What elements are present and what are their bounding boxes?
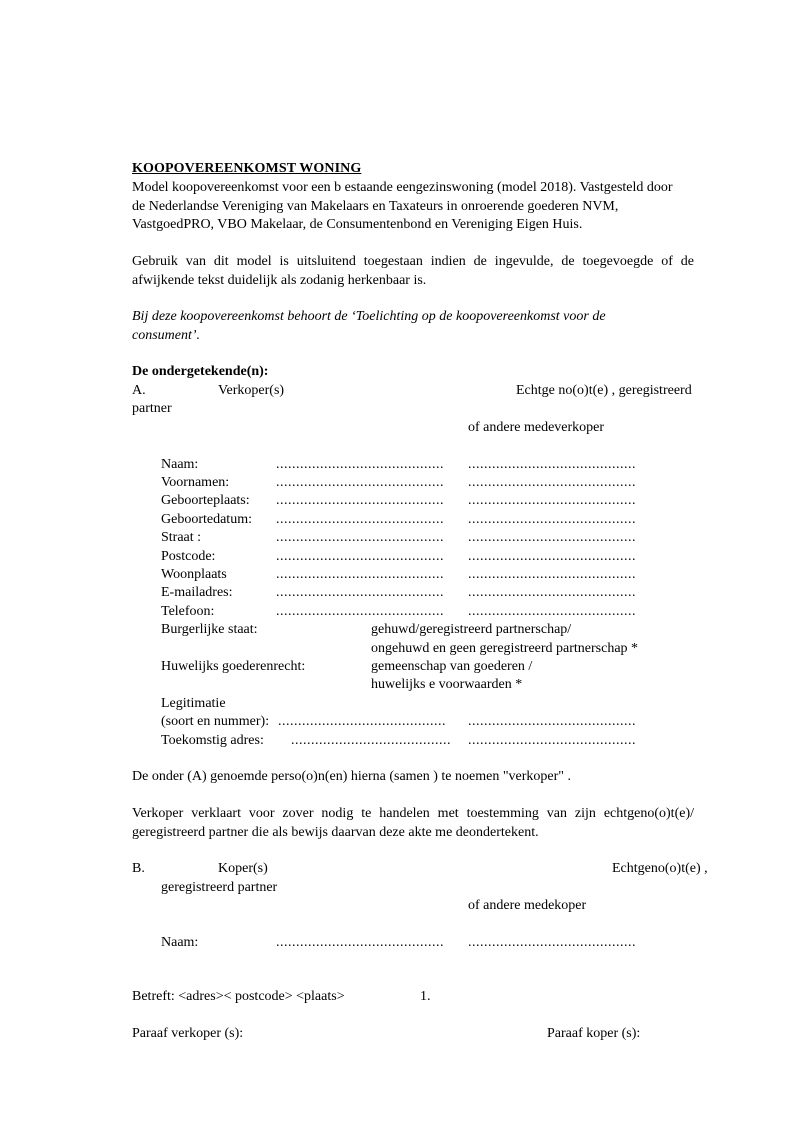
field-blank-partner[interactable]: ..........................................: [468, 585, 636, 600]
section-b-letter: B.: [132, 861, 145, 876]
initials-seller: Paraaf verkoper (s):: [132, 1026, 244, 1041]
field-blank-partner[interactable]: ..........................................: [468, 549, 636, 564]
field-blank-partner[interactable]: ..........................................: [468, 530, 636, 545]
future-address-blank-partner[interactable]: ..........................................: [468, 733, 636, 748]
section-a-spouse: Echtge no(o)t(e) , geregistreerd: [516, 383, 692, 398]
section-a-other: of andere medeverkoper: [468, 420, 605, 435]
field-label: Postcode:: [161, 549, 216, 564]
note-line-2: consument’.: [132, 328, 201, 343]
field-blank[interactable]: ..........................................: [276, 585, 444, 600]
section-b-spouse: Echtgeno(o)t(e) ,: [612, 861, 708, 876]
consent-line-1: Verkoper verklaart voor zover nodig te handelen met toestemming van zijn echtgeno(o)t(e)/: [132, 806, 694, 821]
field-label: E-mailadres:: [161, 585, 233, 600]
note-line-1: Bij deze koopovereenkomst behoort de ‘Toelichting op de koopovereenkomst voor de: [132, 309, 606, 324]
field-blank[interactable]: ..........................................: [276, 475, 444, 490]
field-label: Naam:: [161, 457, 199, 472]
field-blank[interactable]: ..........................................: [276, 457, 444, 472]
seller-definition: De onder (A) genoemde perso(o)n(en) hierna (samen ) te noemen "verkoper" .: [132, 769, 572, 784]
future-address-blank[interactable]: ........................................: [291, 733, 451, 748]
section-b-spouse-continued: geregistreerd partner: [161, 880, 278, 895]
field-label: Geboortedatum:: [161, 512, 252, 527]
future-address-label: Toekomstig adres:: [161, 733, 264, 748]
signatories-heading: De ondergetekende(n):: [132, 364, 269, 379]
civil-status-label: Burgerlijke staat:: [161, 622, 258, 637]
id-label-continued: (soort en nummer):: [161, 714, 270, 729]
field-blank-partner[interactable]: ..........................................: [468, 475, 636, 490]
field-blank[interactable]: ..........................................: [276, 604, 444, 619]
section-a-spouse-continued: partner: [132, 401, 172, 416]
field-blank-partner[interactable]: ..........................................: [468, 567, 636, 582]
field-blank[interactable]: ..........................................: [276, 567, 444, 582]
usage-line-1: Gebruik van dit model is uitsluitend toegestaan indien de ingevulde, de toegevoegde of de: [132, 254, 694, 269]
field-label: Straat :: [161, 530, 202, 545]
buyer-name-blank-partner[interactable]: ..........................................: [468, 935, 636, 950]
field-blank[interactable]: ..........................................: [276, 549, 444, 564]
field-label: Voornamen:: [161, 475, 230, 490]
field-blank[interactable]: ..........................................: [276, 493, 444, 508]
page-number: 1.: [420, 989, 431, 1004]
field-blank-partner[interactable]: ..........................................: [468, 493, 636, 508]
buyer-name-label: Naam:: [161, 935, 199, 950]
id-blank[interactable]: ..........................................: [278, 714, 446, 729]
field-blank-partner[interactable]: ..........................................: [468, 457, 636, 472]
intro-line-2: de Nederlandse Vereniging van Makelaars en Taxateurs in onroerende goederen NVM,: [132, 199, 619, 214]
civil-status-value: gehuwd/geregistreerd partnerschap/: [371, 622, 572, 637]
marital-property-value-continued: huwelijks e voorwaarden *: [371, 677, 523, 692]
buyer-name-blank[interactable]: ..........................................: [276, 935, 444, 950]
field-blank[interactable]: ..........................................: [276, 512, 444, 527]
field-label: Geboorteplaats:: [161, 493, 250, 508]
initials-buyer: Paraaf koper (s):: [547, 1026, 641, 1041]
intro-line-3: VastgoedPRO, VBO Makelaar, de Consumentenbond en Vereniging Eigen Huis.: [132, 217, 583, 232]
section-a-letter: A.: [132, 383, 146, 398]
marital-property-value: gemeenschap van goederen /: [371, 659, 533, 674]
intro-line-1: Model koopovereenkomst voor een b estaande eengezinswoning (model 2018). Vastgesteld door: [132, 180, 673, 195]
usage-line-2: afwijkende tekst duidelijk als zodanig herkenbaar is.: [132, 273, 427, 288]
field-label: Telefoon:: [161, 604, 215, 619]
field-blank[interactable]: ..........................................: [276, 530, 444, 545]
civil-status-value-continued: ongehuwd en geen geregistreerd partnerschap *: [371, 641, 639, 656]
subject-line: Betreft: <adres>< postcode> <plaats>: [132, 989, 345, 1004]
field-blank-partner[interactable]: ..........................................: [468, 604, 636, 619]
id-blank-partner[interactable]: ..........................................: [468, 714, 636, 729]
section-a-label: Verkoper(s): [218, 383, 285, 398]
consent-line-2: geregistreerd partner die als bewijs daarvan deze akte me deondertekent.: [132, 825, 539, 840]
field-label: Woonplaats: [161, 567, 227, 582]
field-blank-partner[interactable]: ..........................................: [468, 512, 636, 527]
section-b-label: Koper(s): [218, 861, 268, 876]
id-label: Legitimatie: [161, 696, 226, 711]
section-b-other: of andere medekoper: [468, 898, 587, 913]
document-title: KOOPOVEREENKOMST WONING: [132, 161, 362, 176]
marital-property-label: Huwelijks goederenrecht:: [161, 659, 306, 674]
